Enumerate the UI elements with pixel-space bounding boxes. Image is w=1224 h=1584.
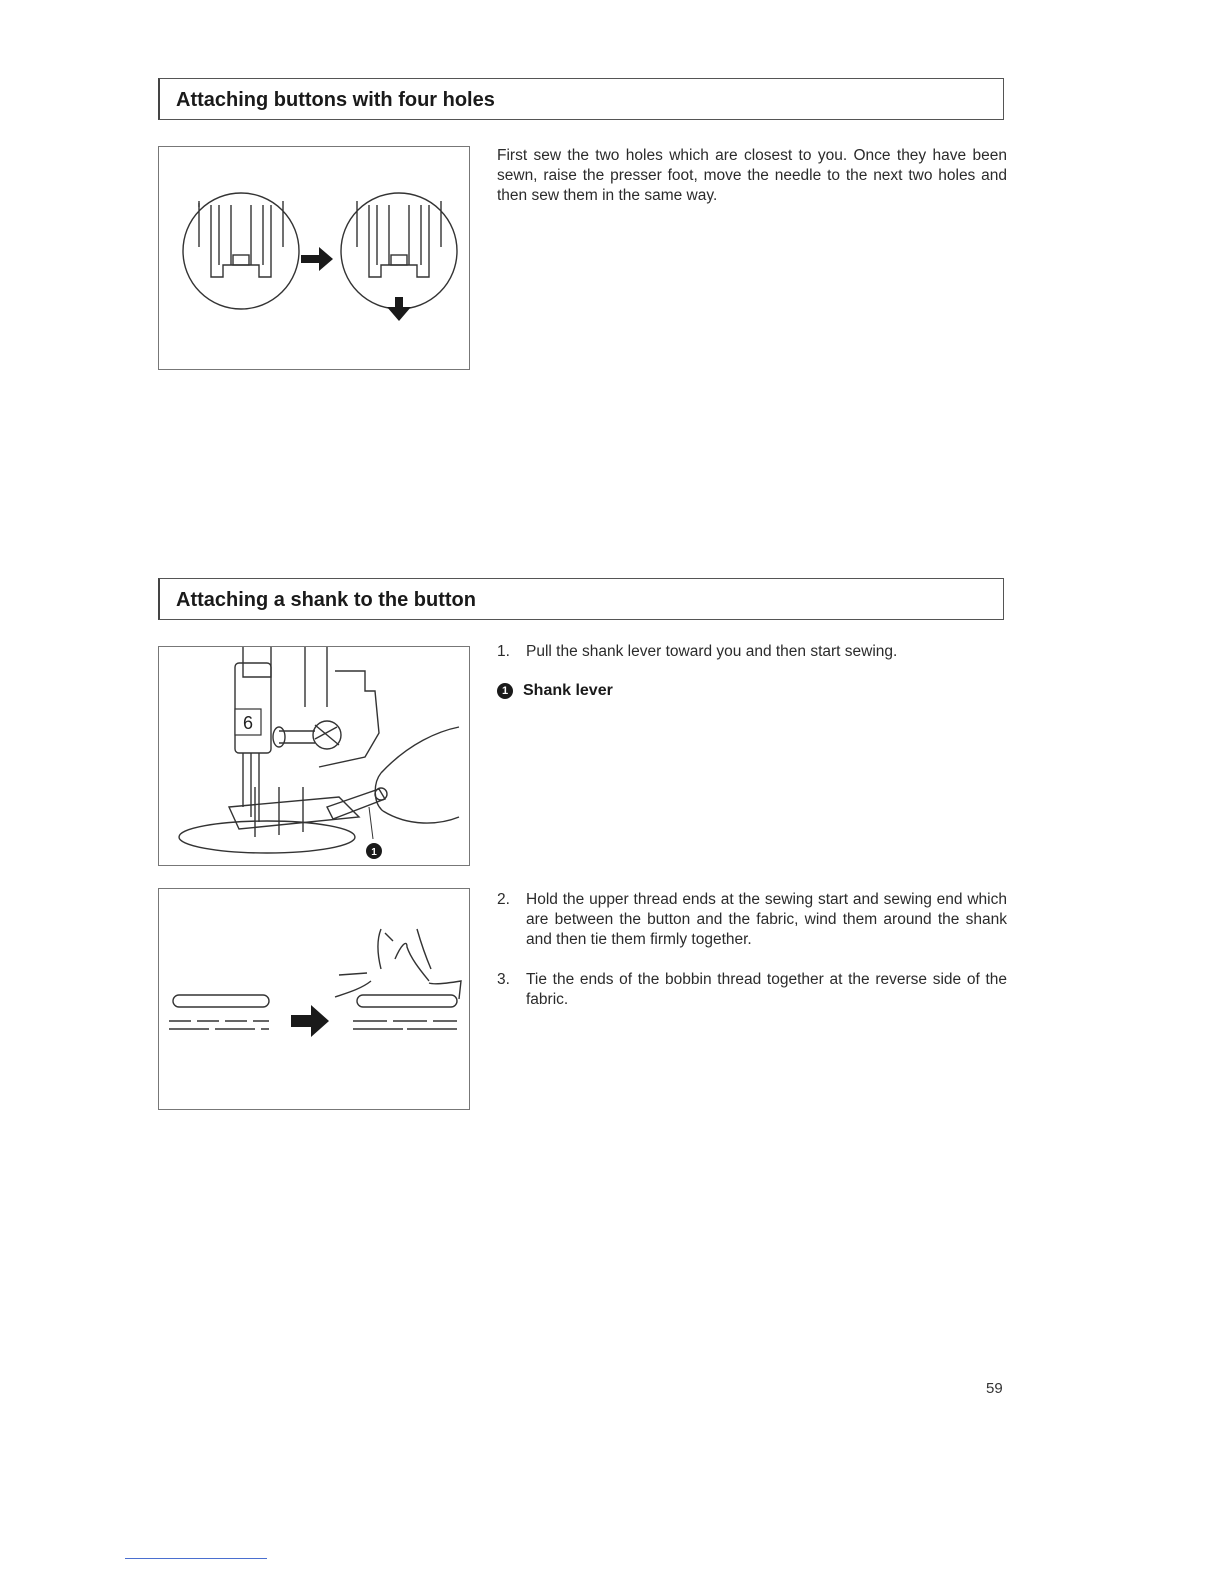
callout-marker-text: 1	[371, 847, 377, 858]
shank-lever-callout	[497, 682, 613, 700]
right-arrow-icon	[291, 1005, 329, 1037]
callout-marker: 1	[497, 683, 513, 699]
step-number: 2.	[497, 891, 510, 908]
section-title: Attaching a shank to the button	[176, 589, 476, 611]
step-number: 1.	[497, 643, 510, 660]
needle-number: 6	[242, 713, 254, 733]
down-arrow-icon	[387, 297, 411, 321]
four-hole-button-figure	[158, 146, 470, 370]
step-text: Hold the upper thread ends at the sewing start and sewing end which are between the button and the fabric, wind them around the shank and then tie them firmly together.	[526, 891, 1007, 948]
step-number: 3.	[497, 971, 510, 988]
section-header-four-holes	[158, 78, 1004, 120]
left-foot-circle	[183, 193, 299, 309]
section-title: Attaching buttons with four holes	[176, 89, 495, 111]
needle-label-6	[235, 709, 261, 735]
four-hole-diagram	[159, 147, 471, 371]
shank-lever-figure	[158, 646, 470, 866]
right-arrow-icon	[301, 247, 333, 271]
left-button	[173, 995, 269, 1007]
section-header-shank	[158, 578, 1004, 620]
page-number: 59	[986, 1380, 1003, 1397]
callout-marker-1	[366, 843, 382, 859]
thread-winding-diagram	[159, 889, 471, 1111]
right-button	[357, 995, 457, 1007]
shank-lever-diagram	[159, 647, 471, 867]
footer-rule	[125, 1558, 267, 1559]
thread-winding-figure	[158, 888, 470, 1110]
right-foot-circle	[341, 193, 457, 309]
four-holes-instructions: First sew the two holes which are closest to you. Once they have been sewn, raise the presser foot, move the needle to the next two holes and then sew them in the same way.	[497, 147, 1007, 204]
step-text: Tie the ends of the bobbin thread together at the reverse side of the fabric.	[526, 971, 1007, 1008]
step-text: Pull the shank lever toward you and then start sewing.	[526, 643, 898, 660]
callout-label: Shank lever	[523, 682, 613, 699]
